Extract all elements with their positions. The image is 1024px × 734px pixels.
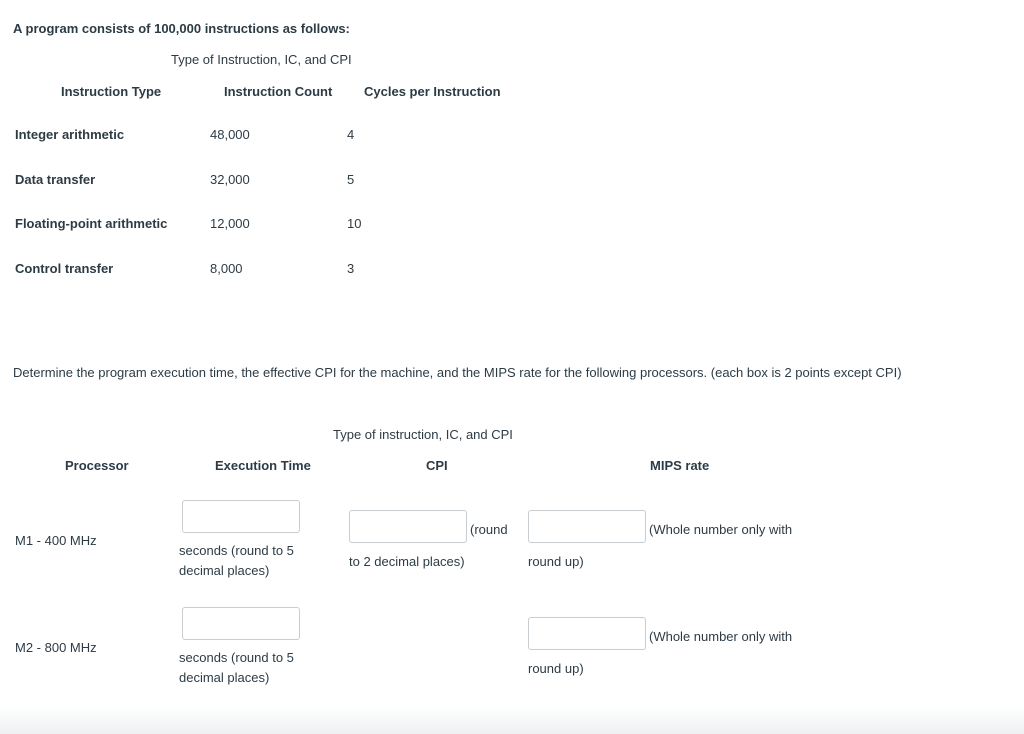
m2-execution-time-hint: seconds (round to 5 decimal places) (179, 650, 294, 685)
header-cycles-per-instruction: Cycles per Instruction (364, 84, 501, 99)
m2-mips-rate-input[interactable] (528, 617, 646, 650)
instruction-type-cell: Integer arithmetic (15, 127, 125, 142)
page-bottom-shade (0, 706, 1024, 734)
header-instruction-type: Instruction Type (61, 84, 162, 99)
processor-table-caption: Type of instruction, IC, and CPI (333, 427, 513, 442)
processor-label-m2: M2 - 800 MHz (15, 640, 97, 655)
instruction-type-cell: Data transfer (15, 172, 96, 187)
m1-cpi-hint-decimals: to 2 decimal places) (349, 554, 465, 569)
m2-execution-time-input[interactable] (182, 607, 300, 640)
processor-label-m1: M1 - 400 MHz (15, 533, 97, 548)
instruction-count-cell: 8,000 (210, 261, 243, 276)
instruction-table-caption: Type of Instruction, IC, and CPI (171, 52, 352, 67)
instruction-type-cell: Floating-point arithmetic (15, 216, 168, 231)
cpi-cell: 5 (347, 172, 355, 187)
header-processor: Processor (65, 458, 129, 473)
instruction-count-cell: 12,000 (210, 216, 250, 231)
instruction-count-cell: 32,000 (210, 172, 250, 187)
header-mips-rate: MIPS rate (650, 458, 710, 473)
header-cpi: CPI (426, 458, 448, 473)
intro-text: A program consists of 100,000 instructions as follows: (13, 21, 350, 36)
question-text: Determine the program execution time, the effective CPI for the machine, and the MIPS rate for the following processors. (each box is 2 points except CPI) (13, 365, 902, 380)
header-execution-time: Execution Time (215, 458, 311, 473)
m1-mips-hint-roundup: round up) (528, 554, 584, 569)
m1-mips-rate-input[interactable] (528, 510, 646, 543)
cpi-cell: 10 (347, 216, 362, 231)
m1-cpi-hint-round: (round (470, 522, 508, 537)
m1-cpi-input[interactable] (349, 510, 467, 543)
m2-mips-hint-roundup: round up) (528, 661, 584, 676)
m1-mips-hint-whole: (Whole number only with (649, 522, 793, 537)
instruction-count-cell: 48,000 (210, 127, 250, 142)
cpi-cell: 3 (347, 261, 355, 276)
cpi-cell: 4 (347, 127, 355, 142)
m1-execution-time-hint: seconds (round to 5 decimal places) (179, 543, 294, 578)
m2-mips-hint-whole: (Whole number only with (649, 629, 793, 644)
header-instruction-count: Instruction Count (224, 84, 333, 99)
instruction-type-cell: Control transfer (15, 261, 114, 276)
m1-execution-time-input[interactable] (182, 500, 300, 533)
